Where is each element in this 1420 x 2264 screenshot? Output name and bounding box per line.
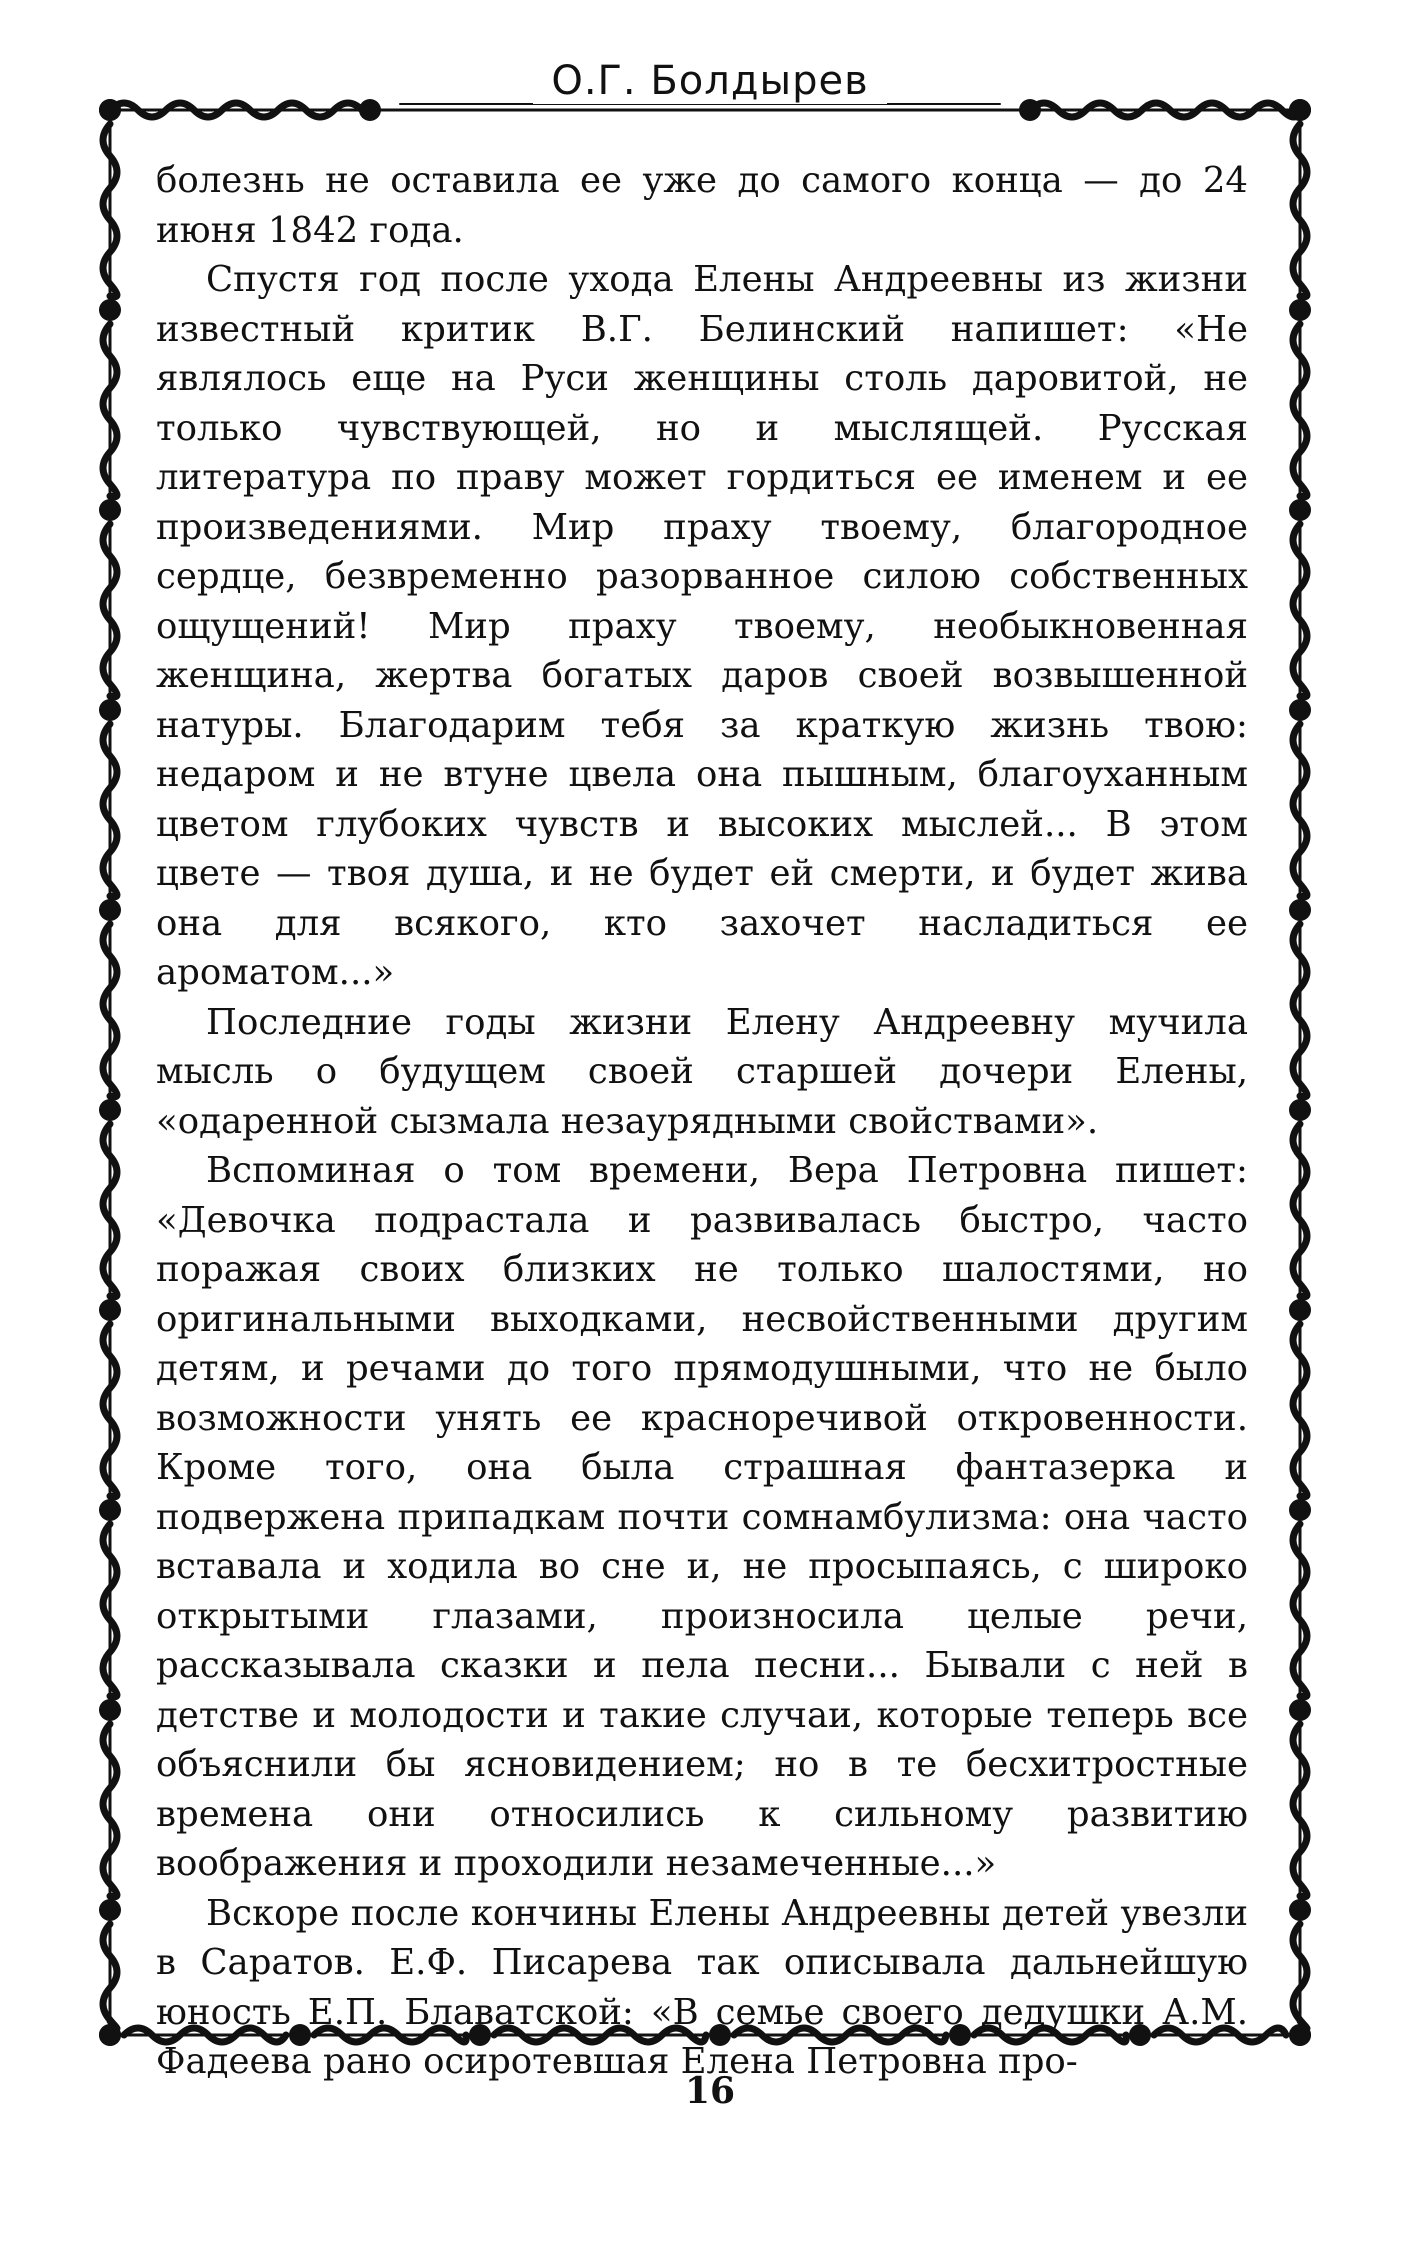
paragraph: Спустя год после ухода Елены Андреевны из жизни известный критик В.Г. Белинский напишет: «Не являлось еще на Руси женщины столь даровитой, не только чувствующей, но и мыслящей. Русская литература по праву может гордиться ее именем и ее произведениями. Мир праху твоему, благородное сердце, безвременно разорванное силою собственных ощущений! Мир праху твоему, необыкновенная женщина, жертва богатых даров своей возвышенной натуры. Благодарим тебя за краткую жизнь твою: недаром и не втуне цвела она пышным, благоуханным цветом глубоких чувств и высоких мыслей... В этом цвете — твоя душа, и не будет ей смерти, и будет жива она для всякого, кто захочет насладиться ее ароматом...» xyxy=(156,259,1248,993)
running-title: О.Г. Болдырев xyxy=(533,58,886,104)
paragraph: болезнь не оставила ее уже до самого конца — до 24 июня 1842 года. xyxy=(156,160,1248,251)
paragraph: Вскоре после кончины Елены Андреевны детей увезли в Саратов. Е.Ф. Писарева так описывала дальнейшую юность Е.П. Блаватской: «В семье своего дедушки А.М. Фадеева рано осиротевшая Елена Петровна про- xyxy=(156,1892,1248,2082)
paragraph: Вспоминая о том времени, Вера Петровна пишет: «Девочка подрастала и развивалась быстро, часто поражая своих близких не только шалостями, но оригинальными выходками, несвойственными другим детям, и речами до того прямодушными, что не было возможности унять ее красноречивой откровенности. Кроме того, она была страшная фантазерка и подвержена припадкам почти сомнамбулизма: она часто вставала и ходила во сне и, не просыпаясь, с широко открытыми глазами, произносила целые речи, рассказывала сказки и пела песни... Бывали с ней в детстве и молодости и такие случаи, которые теперь все объяснили бы ясновидением; но в те бесхитростные времена они относились к сильному развитию воображения и проходили незамеченные...» xyxy=(156,1150,1248,1884)
paragraph: Последние годы жизни Елену Андреевну мучила мысль о будущем своей старшей дочери Елены, «одаренной сызмала незаурядными свойствами». xyxy=(156,1001,1248,1142)
main-text xyxy=(156,156,1248,2087)
page-number: 16 xyxy=(684,2070,736,2112)
